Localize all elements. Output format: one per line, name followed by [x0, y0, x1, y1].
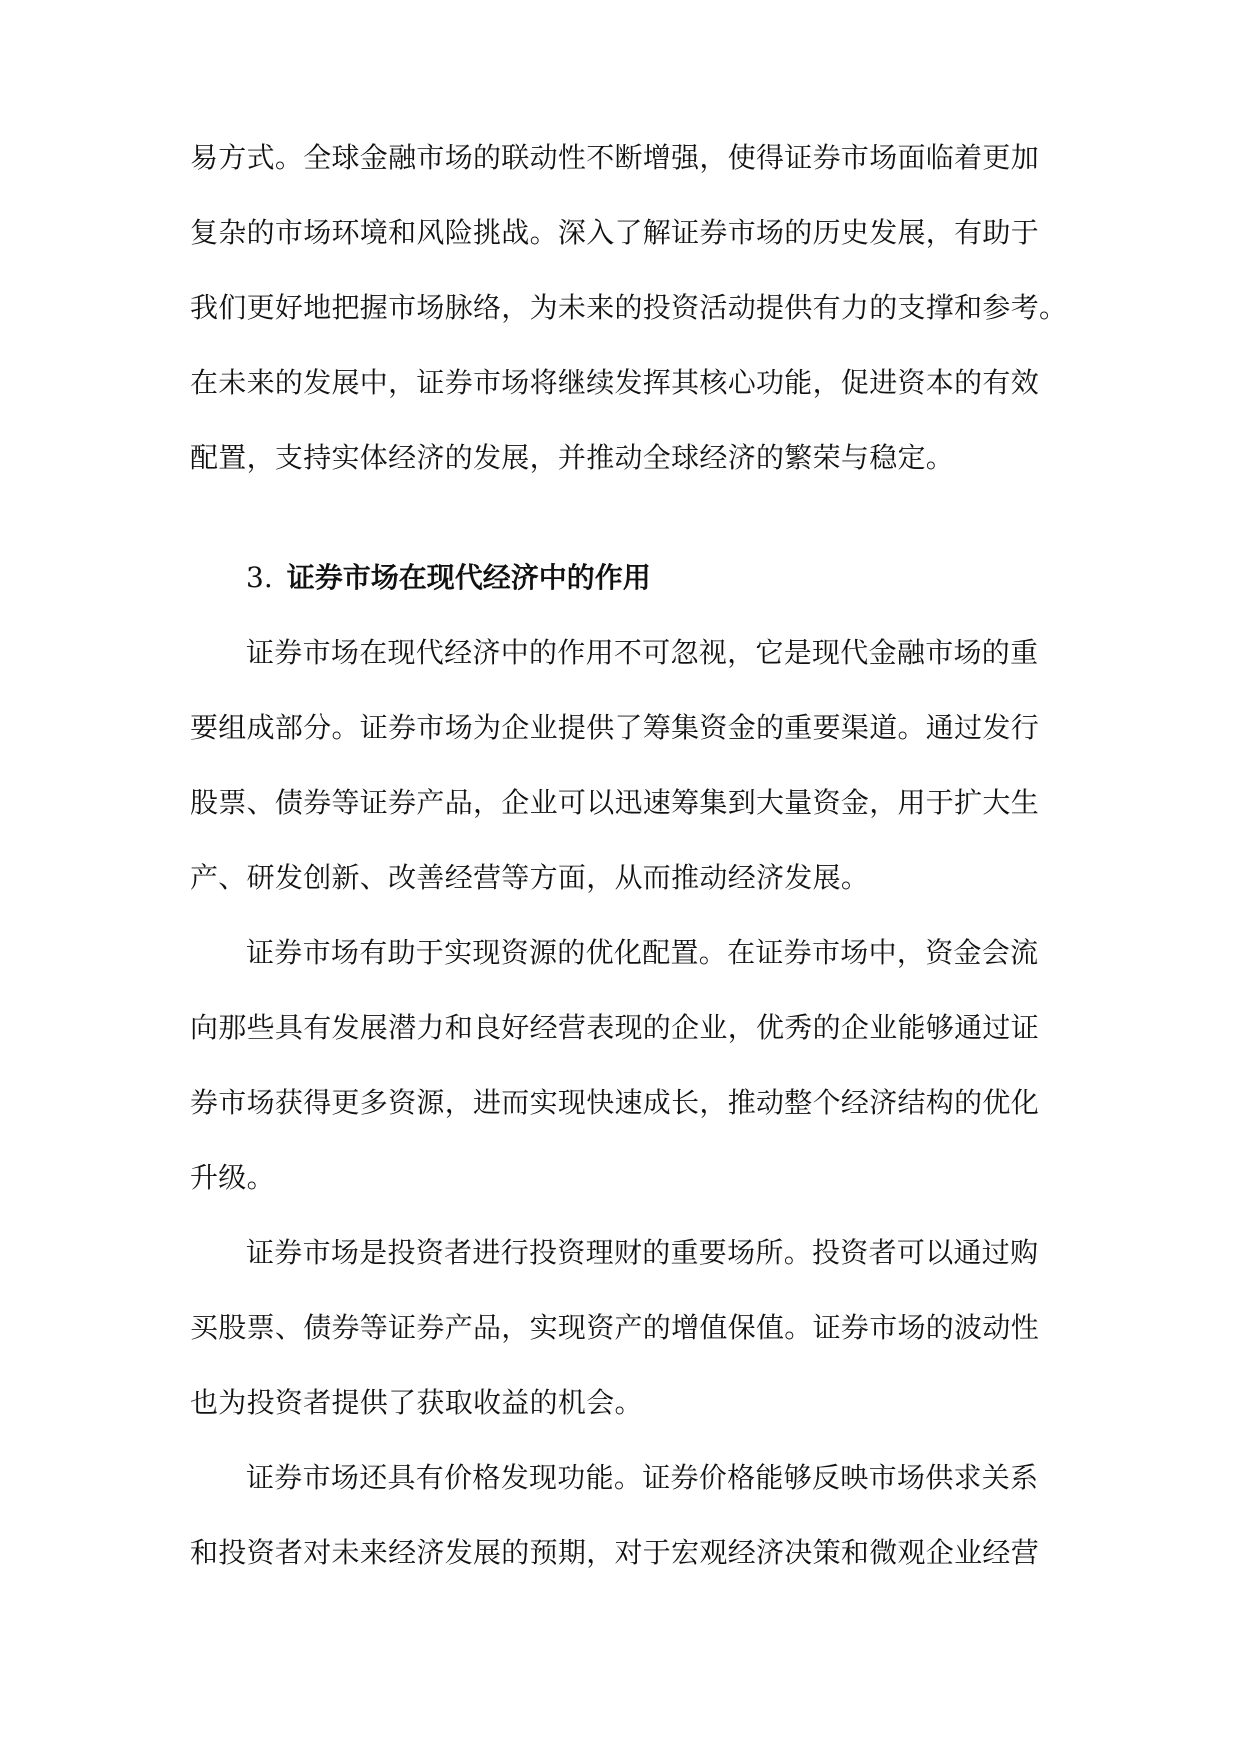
text-line: 产、研发创新、改善经营等方面，从而推动经济发展。 — [190, 861, 870, 894]
text-line: 证券市场在现代经济中的作用不可忽视，它是现代金融市场的重 — [246, 636, 1039, 669]
text-line: 买股票、债券等证券产品，实现资产的增值保值。证券市场的波动性 — [190, 1311, 1040, 1344]
text-line: 证券市场有助于实现资源的优化配置。在证券市场中，资金会流 — [246, 936, 1039, 969]
text-line: 易方式。全球金融市场的联动性不断增强，使得证券市场面临着更加 — [190, 141, 1040, 174]
paragraph-1 — [190, 615, 1090, 915]
text-line: 券市场获得更多资源，进而实现快速成长，推动整个经济结构的优化 — [190, 1086, 1040, 1119]
text-line: 要组成部分。证券市场为企业提供了筹集资金的重要渠道。通过发行 — [190, 711, 1040, 744]
section-number: 3. — [246, 561, 273, 594]
text-line: 我们更好地把握市场脉络，为未来的投资活动提供有力的支撑和参考。 — [190, 291, 1068, 324]
text-line: 和投资者对未来经济发展的预期，对于宏观经济决策和微观企业经营 — [190, 1536, 1040, 1569]
text-line: 升级。 — [190, 1161, 275, 1194]
paragraph-3 — [190, 1215, 1090, 1440]
paragraph-4 — [190, 1440, 1090, 1590]
text-line: 证券市场还具有价格发现功能。证券价格能够反映市场供求关系 — [246, 1461, 1039, 1494]
text-line: 配置，支持实体经济的发展，并推动全球经济的繁荣与稳定。 — [190, 441, 955, 474]
text-line: 复杂的市场环境和风险挑战。深入了解证券市场的历史发展，有助于 — [190, 216, 1040, 249]
section-title: 证券市场在现代经济中的作用 — [286, 561, 651, 594]
section-heading — [246, 540, 651, 615]
text-line: 也为投资者提供了获取收益的机会。 — [190, 1386, 643, 1419]
text-line: 在未来的发展中，证券市场将继续发挥其核心功能，促进资本的有效 — [190, 366, 1040, 399]
text-line: 股票、债券等证券产品，企业可以迅速筹集到大量资金，用于扩大生 — [190, 786, 1040, 819]
text-line: 证券市场是投资者进行投资理财的重要场所。投资者可以通过购 — [246, 1236, 1039, 1269]
paragraph-2 — [190, 915, 1090, 1215]
text-line: 向那些具有发展潜力和良好经营表现的企业，优秀的企业能够通过证 — [190, 1011, 1040, 1044]
intro-paragraph — [190, 120, 1090, 495]
